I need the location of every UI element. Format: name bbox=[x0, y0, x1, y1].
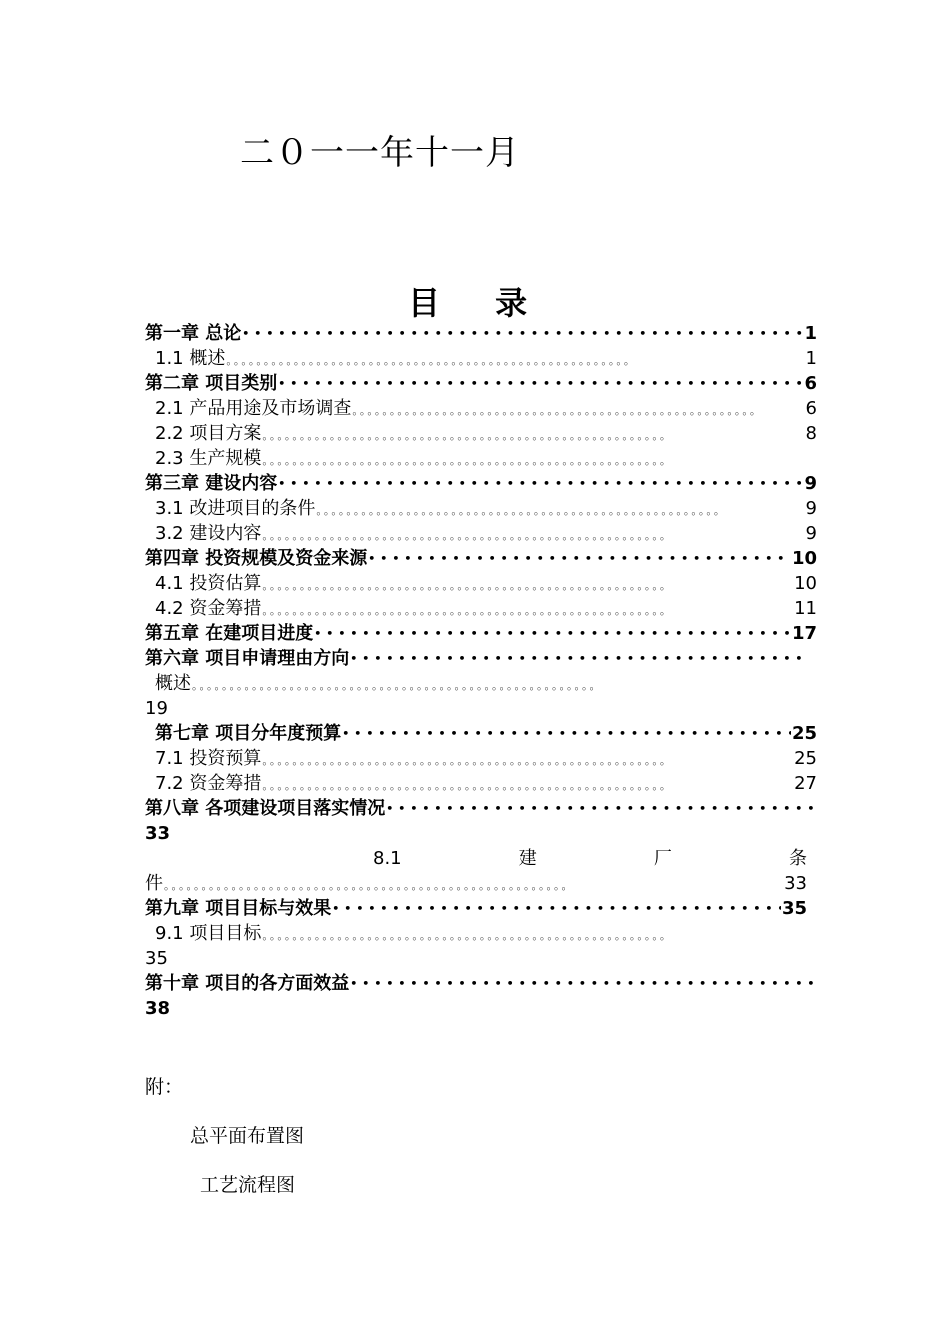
toc-page: 19 bbox=[145, 698, 168, 719]
toc-section-2-1[interactable] bbox=[145, 396, 817, 421]
toc-section-3-1[interactable] bbox=[145, 496, 817, 521]
toc-label: 第四章 投资规模及资金来源 bbox=[145, 548, 368, 569]
toc-label: 第七章 项目分年度预算 bbox=[155, 723, 342, 744]
toc-chapter-2[interactable] bbox=[145, 371, 817, 396]
toc-leader bbox=[278, 471, 803, 496]
toc-page-wrap bbox=[145, 946, 817, 971]
toc-leader bbox=[262, 521, 804, 546]
toc-chapter-3[interactable] bbox=[145, 471, 817, 496]
toc-label: 1.1 概述 bbox=[155, 348, 226, 369]
toc-label: 第九章 项目目标与效果 bbox=[145, 898, 332, 919]
toc-page: 1 bbox=[804, 323, 817, 344]
toc-section-3-2[interactable] bbox=[145, 521, 817, 546]
toc-leader bbox=[262, 421, 804, 446]
toc-page: 25 bbox=[791, 723, 817, 744]
toc-chapter-6[interactable] bbox=[145, 646, 817, 671]
toc-leader bbox=[386, 796, 816, 821]
toc-leader bbox=[332, 896, 781, 921]
toc-label: 3.1 改进项目的条件 bbox=[155, 498, 316, 519]
appendix-item-process-flow[interactable]: 工艺流程图 bbox=[200, 1174, 296, 1196]
toc-leader bbox=[342, 721, 791, 746]
toc-label: 第二章 项目类别 bbox=[145, 373, 278, 394]
toc-label: 概述 bbox=[155, 673, 191, 694]
toc-section-7-2[interactable] bbox=[145, 771, 817, 796]
toc-chapter-1[interactable] bbox=[145, 321, 817, 346]
toc-page: 33 bbox=[145, 823, 171, 844]
toc-label: 2.3 生产规模 bbox=[155, 448, 262, 469]
toc-label: 4.2 资金筹措 bbox=[155, 598, 262, 619]
toc-leader bbox=[226, 346, 804, 371]
toc-label: 2.1 产品用途及市场调查 bbox=[155, 398, 352, 419]
toc-leader bbox=[262, 921, 816, 946]
toc-leader bbox=[192, 671, 816, 696]
toc-page: 35 bbox=[145, 948, 168, 969]
toc-page: 35 bbox=[781, 898, 807, 919]
toc-section-8-1-cont[interactable] bbox=[145, 871, 817, 896]
toc-page: 9 bbox=[804, 473, 817, 494]
toc-page: 6 bbox=[804, 373, 817, 394]
toc-label: 件 bbox=[145, 873, 163, 894]
toc-leader bbox=[350, 971, 816, 996]
toc-leader bbox=[278, 371, 803, 396]
toc-chapter-5[interactable] bbox=[145, 621, 817, 646]
toc-page: 27 bbox=[794, 773, 817, 794]
toc-label: 9.1 项目目标 bbox=[155, 923, 262, 944]
toc-page: 1 bbox=[805, 348, 817, 369]
toc-label: 第六章 项目申请理由方向 bbox=[145, 648, 350, 669]
toc-leader bbox=[262, 771, 793, 796]
toc-label: 第一章 总论 bbox=[145, 323, 242, 344]
toc-label: 4.1 投资估算 bbox=[155, 573, 262, 594]
toc-leader bbox=[350, 646, 802, 671]
toc-label: 第五章 在建项目进度 bbox=[145, 623, 314, 644]
toc-leader bbox=[262, 746, 793, 771]
toc-page-wrap bbox=[145, 996, 817, 1021]
toc-page-wrap bbox=[145, 821, 817, 846]
toc-section-4-1[interactable] bbox=[145, 571, 817, 596]
table-of-contents bbox=[145, 321, 817, 1021]
toc-page: 9 bbox=[805, 523, 817, 544]
toc-section-8-1[interactable] bbox=[145, 846, 817, 871]
toc-page: 10 bbox=[794, 573, 817, 594]
toc-chapter-8[interactable] bbox=[145, 796, 817, 821]
toc-section-7-1[interactable] bbox=[145, 746, 817, 771]
toc-leader bbox=[262, 446, 802, 471]
toc-page: 17 bbox=[791, 623, 817, 644]
toc-label: 第三章 建设内容 bbox=[145, 473, 278, 494]
toc-leader bbox=[368, 546, 791, 571]
toc-chapter-10[interactable] bbox=[145, 971, 817, 996]
appendix-item-site-plan[interactable]: 总平面布置图 bbox=[190, 1125, 305, 1147]
toc-title: 目 录 bbox=[408, 284, 550, 322]
toc-section-4-2[interactable] bbox=[145, 596, 817, 621]
toc-word: 条 bbox=[788, 848, 807, 869]
toc-chapter-7[interactable] bbox=[145, 721, 817, 746]
toc-page: 9 bbox=[805, 498, 817, 519]
toc-page: 11 bbox=[794, 598, 817, 619]
toc-label: 第十章 项目的各方面效益 bbox=[145, 973, 350, 994]
toc-section-9-1[interactable] bbox=[145, 921, 817, 946]
toc-section-2-3[interactable] bbox=[145, 446, 817, 471]
toc-page: 8 bbox=[805, 423, 817, 444]
toc-leader bbox=[314, 621, 791, 646]
toc-page: 38 bbox=[145, 998, 171, 1019]
toc-label: 7.2 资金筹措 bbox=[155, 773, 262, 794]
toc-leader bbox=[242, 321, 803, 346]
toc-section-1-1[interactable] bbox=[145, 346, 817, 371]
toc-leader bbox=[262, 596, 793, 621]
toc-section-2-2[interactable] bbox=[145, 421, 817, 446]
toc-page-wrap bbox=[145, 696, 817, 721]
toc-chapter-9[interactable] bbox=[145, 896, 817, 921]
toc-section-6-overview[interactable] bbox=[145, 671, 817, 696]
toc-page: 25 bbox=[794, 748, 817, 769]
toc-page: 6 bbox=[805, 398, 817, 419]
toc-label: 3.2 建设内容 bbox=[155, 523, 262, 544]
toc-page: 10 bbox=[791, 548, 817, 569]
appendix-label: 附： bbox=[145, 1076, 184, 1098]
toc-label: 第八章 各项建设项目落实情况 bbox=[145, 798, 386, 819]
toc-leader bbox=[164, 871, 783, 896]
toc-chapter-4[interactable] bbox=[145, 546, 817, 571]
toc-word: 建 bbox=[518, 848, 537, 869]
document-date: 二０一一年十一月 bbox=[240, 133, 520, 173]
toc-label: 7.1 投资预算 bbox=[155, 748, 262, 769]
toc-word: 厂 bbox=[653, 848, 672, 869]
toc-word: 8.1 bbox=[373, 848, 402, 869]
toc-page: 33 bbox=[784, 873, 807, 894]
toc-leader bbox=[316, 496, 804, 521]
toc-leader bbox=[352, 396, 804, 421]
toc-label: 2.2 项目方案 bbox=[155, 423, 262, 444]
toc-leader bbox=[262, 571, 793, 596]
